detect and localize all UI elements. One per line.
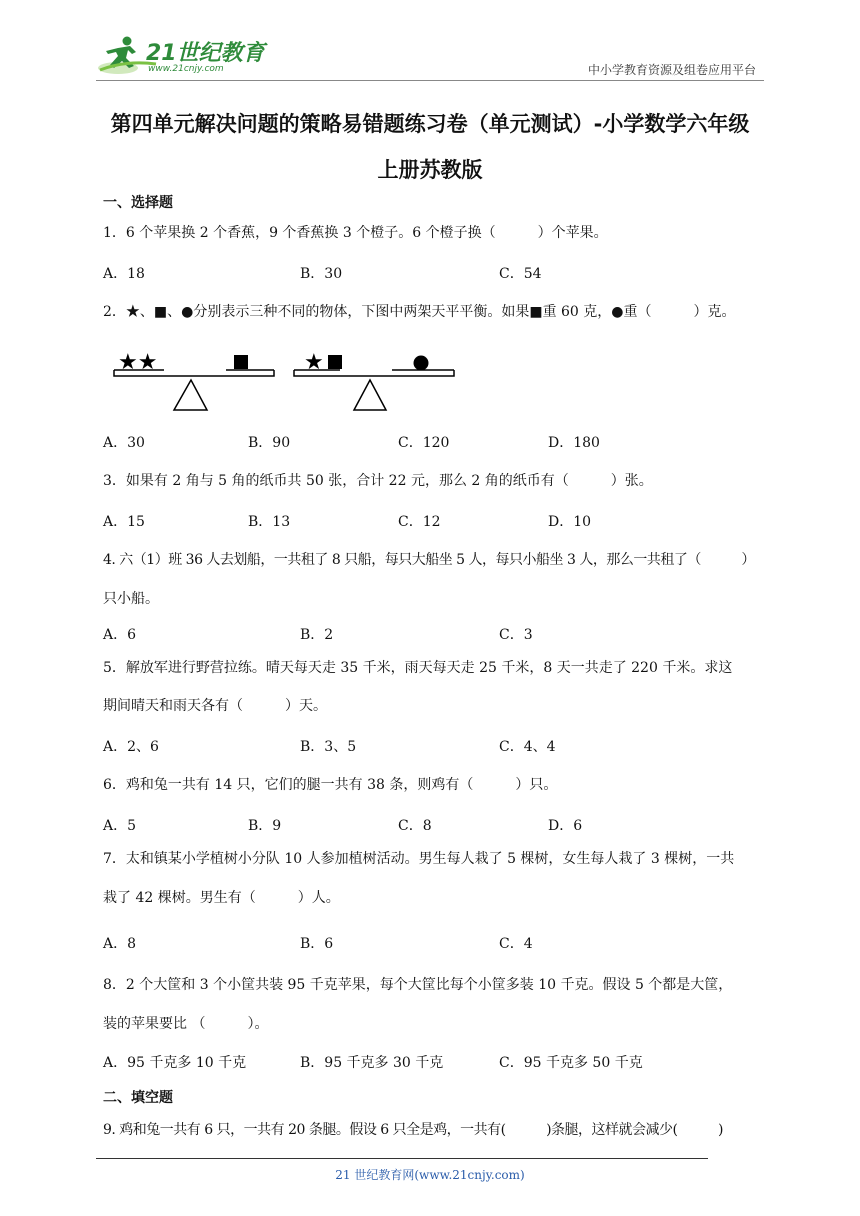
option: A．95 千克多 10 千克 — [103, 1055, 247, 1071]
option: C．8 — [398, 818, 432, 834]
question-3: 3．如果有 2 角与 5 角的纸币共 50 张，合计 22 元，那么 2 角的纸币有（ ）张。 — [103, 473, 653, 489]
header-divider — [96, 80, 764, 81]
question-5-cont: 期间晴天和雨天各有（ ）天。 — [103, 698, 327, 714]
section-heading-choice: 一、选择题 — [103, 195, 173, 211]
option: B．13 — [248, 514, 291, 530]
question-8: 8．2 个大筐和 3 个小筐共装 95 千克苹果，每个大筐比每个小筐多装 10 千克。假设 5 个都是大筐， — [103, 977, 733, 993]
option: B．2 — [300, 627, 334, 643]
option: A．2、6 — [103, 739, 159, 755]
option: B．6 — [300, 936, 334, 952]
site-logo — [96, 34, 266, 80]
square-icon — [328, 355, 342, 369]
balance-scale-1 — [114, 350, 274, 410]
question-4-cont: 只小船。 — [103, 591, 159, 607]
option: C．3 — [499, 627, 533, 643]
star-icon: ★ — [304, 350, 324, 375]
logo-url: www.21cnjy.com — [148, 64, 224, 74]
logo-text: 21世纪教育 — [146, 41, 265, 66]
balance-scales-figure — [108, 348, 464, 414]
question-5: 5．解放军进行野营拉练。晴天每天走 35 千米，雨天每天走 25 千米，8 天一共走了 220 千米。求这 — [103, 660, 733, 676]
question-1: 1．6 个苹果换 2 个香蕉，9 个香蕉换 3 个橙子。6 个橙子换（ ）个苹果。 — [103, 225, 608, 241]
option: C．4 — [499, 936, 533, 952]
star-icon: ★★ — [118, 350, 158, 375]
platform-text: 中小学教育资源及组卷应用平台 — [587, 63, 756, 77]
question-4: 4. 六（1）班 36 人去划船，一共租了 8 只船，每只大船坐 5 人，每只小船坐 3 人，那么一共租了（ ） — [103, 552, 755, 568]
option: D．10 — [548, 514, 592, 530]
option: A．18 — [103, 266, 145, 282]
footer-divider — [96, 1158, 708, 1159]
footer-text[interactable]: 21 世纪教育网(www.21cnjy.com) — [335, 1168, 525, 1182]
question-7-cont: 栽了 42 棵树。男生有（ ）人。 — [103, 890, 340, 906]
option: B．90 — [248, 435, 291, 451]
option: A．5 — [103, 818, 137, 834]
option: D．180 — [548, 435, 600, 451]
page-title-line1: 第四单元解决问题的策略易错题练习卷（单元测试）-小学数学六年级 — [110, 112, 750, 136]
question-2: 2．★、■、●分别表示三种不同的物体，下图中两架天平平衡。如果■重 60 克，●重（ ）克。 — [103, 304, 736, 320]
option: A．6 — [103, 627, 137, 643]
circle-icon — [414, 356, 429, 371]
option: D．6 — [548, 818, 583, 834]
option: C．12 — [398, 514, 441, 530]
option: C．95 千克多 50 千克 — [499, 1055, 643, 1071]
option: B．3、5 — [300, 739, 357, 755]
option: C．120 — [398, 435, 450, 451]
option: C．54 — [499, 266, 542, 282]
question-6: 6．鸡和兔一共有 14 只，它们的腿一共有 38 条，则鸡有（ ）只。 — [103, 777, 558, 793]
question-7: 7．太和镇某小学植树小分队 10 人参加植树活动。男生每人栽了 5 棵树，女生每人栽了 3 棵树，一共 — [103, 851, 735, 867]
option: B．9 — [248, 818, 282, 834]
balance-scale-2 — [294, 350, 454, 410]
question-9: 9. 鸡和兔一共有 6 只，一共有 20 条腿。假设 6 只全是鸡，一共有( )条腿，这样就会减少( ) — [103, 1122, 723, 1138]
option: A．8 — [103, 936, 137, 952]
question-8-cont: 装的苹果要比 （ ）。 — [103, 1016, 269, 1032]
option: A．30 — [103, 435, 145, 451]
square-icon — [234, 355, 248, 369]
section-heading-fill: 二、填空题 — [103, 1090, 173, 1106]
option: A．15 — [103, 514, 145, 530]
option: B．30 — [300, 266, 343, 282]
page-title-line2: 上册苏教版 — [377, 158, 483, 182]
option: C．4、4 — [499, 739, 556, 755]
option: B．95 千克多 30 千克 — [300, 1055, 444, 1071]
